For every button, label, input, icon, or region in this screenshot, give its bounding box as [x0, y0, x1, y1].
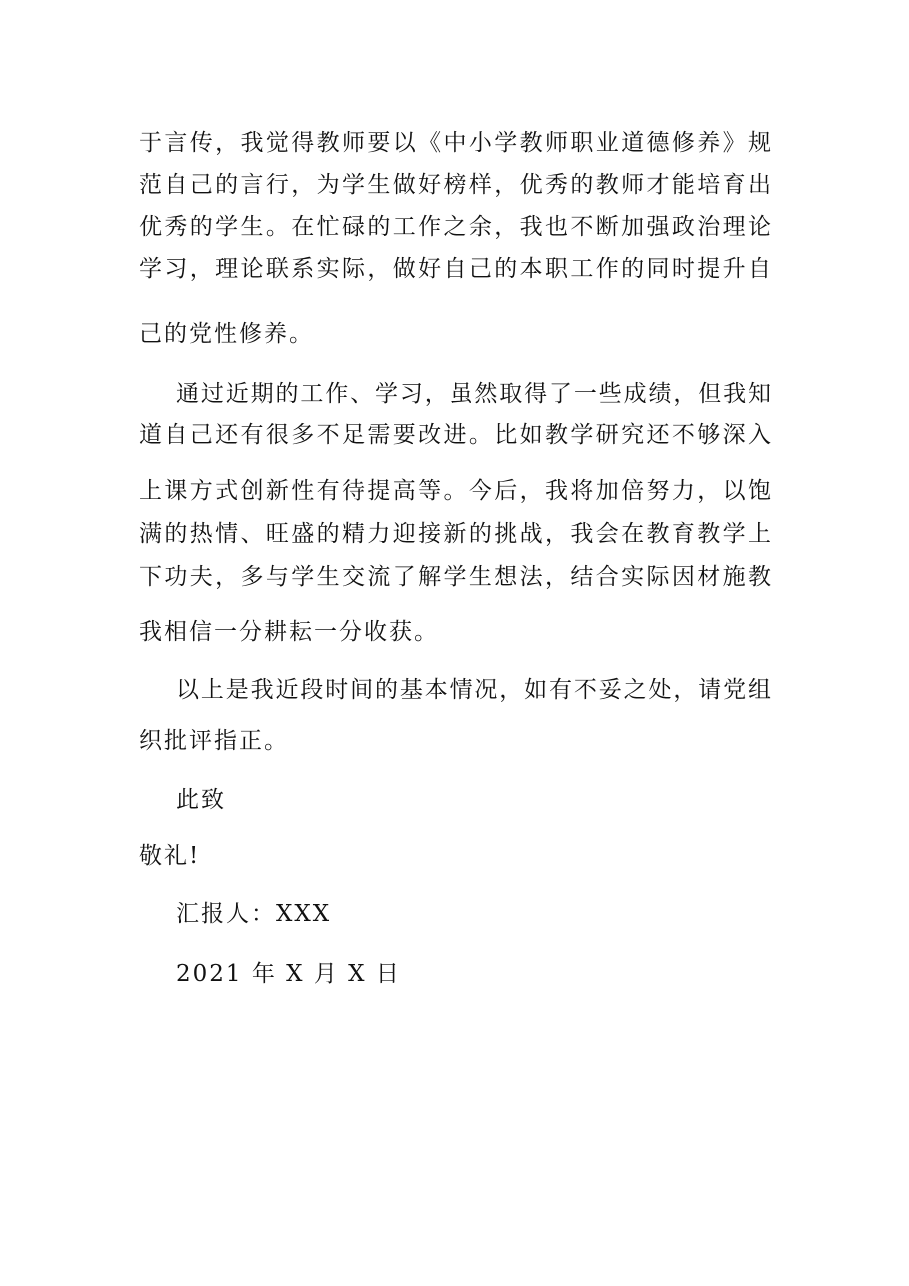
paragraph-1-line-5: 己的党性修养。 [139, 321, 314, 347]
paragraph-3-line-1: 以上是我近段时间的基本情况，如有不妥之处，请党组 [176, 677, 771, 703]
paragraph-1-line-3: 优秀的学生。在忙碌的工作之余，我也不断加强政治理论 [139, 214, 771, 240]
paragraph-2-line-1: 通过近期的工作、学习，虽然取得了一些成绩，但我知 [176, 381, 771, 407]
closing-text: 此致 [176, 787, 226, 813]
paragraph-2-line-3: 上课方式创新性有待提高等。今后，我将加倍努力，以饱 [139, 478, 771, 504]
paragraph-2-line-4: 满的热情、旺盛的精力迎接新的挑战，我会在教育教学上 [139, 521, 771, 547]
date-line: 2021 年 X 月 X 日 [176, 961, 401, 987]
salutation-text: 敬礼! [139, 843, 201, 869]
paragraph-1-line-1: 于言传，我觉得教师要以《中小学教师职业道德修养》规 [139, 130, 771, 156]
paragraph-2-line-6: 我相信一分耕耘一分收获。 [139, 619, 439, 645]
paragraph-2-line-5: 下功夫，多与学生交流了解学生想法，结合实际因材施教 [139, 564, 771, 590]
reporter-line: 汇报人：XXX [176, 901, 332, 927]
paragraph-1-line-4: 学习，理论联系实际，做好自己的本职工作的同时提升自 [139, 256, 771, 282]
paragraph-1-line-2: 范自己的言行，为学生做好榜样，优秀的教师才能培育出 [139, 172, 771, 198]
paragraph-2-line-2: 道自己还有很多不足需要改进。比如教学研究还不够深入 [139, 422, 771, 448]
paragraph-3-line-2: 织批评指正。 [139, 728, 289, 754]
